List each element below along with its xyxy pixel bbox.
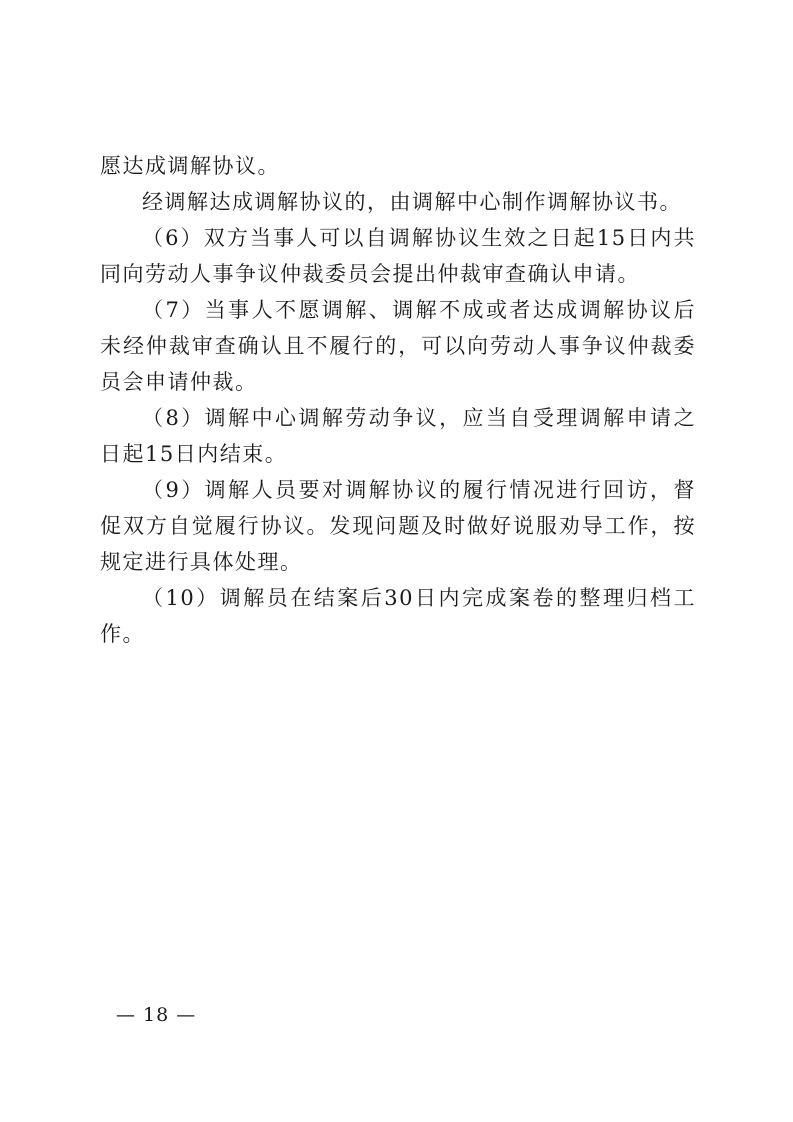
paragraph-continuation: 愿达成调解协议。 <box>100 154 280 178</box>
paragraph-item-7: （7）当事人不愿调解、调解不成或者达成调解协议后未经仲裁审查确认且不履行的，可以向劳动人事争议仲裁委员会申请仲裁。 <box>100 298 696 394</box>
paragraph-item-9: （9）调解人员要对调解协议的履行情况进行回访，督促双方自觉履行协议。发现问题及时做好说服劝导工作，按规定进行具体处理。 <box>100 478 696 574</box>
paragraph-item-10: （10）调解员在结案后30日内完成案卷的整理归档工作。 <box>100 586 696 646</box>
paragraph-item-8: （8）调解中心调解劳动争议，应当自受理调解申请之日起15日内结束。 <box>100 406 696 466</box>
document-body <box>100 148 696 652</box>
paragraph-agreement-book: 经调解达成调解协议的，由调解中心制作调解协议书。 <box>142 190 682 214</box>
paragraph-item-6: （6）双方当事人可以自调解协议生效之日起15日内共同向劳动人事争议仲裁委员会提出仲裁审查确认申请。 <box>100 226 696 286</box>
page-number: — 18 — <box>116 1004 197 1026</box>
